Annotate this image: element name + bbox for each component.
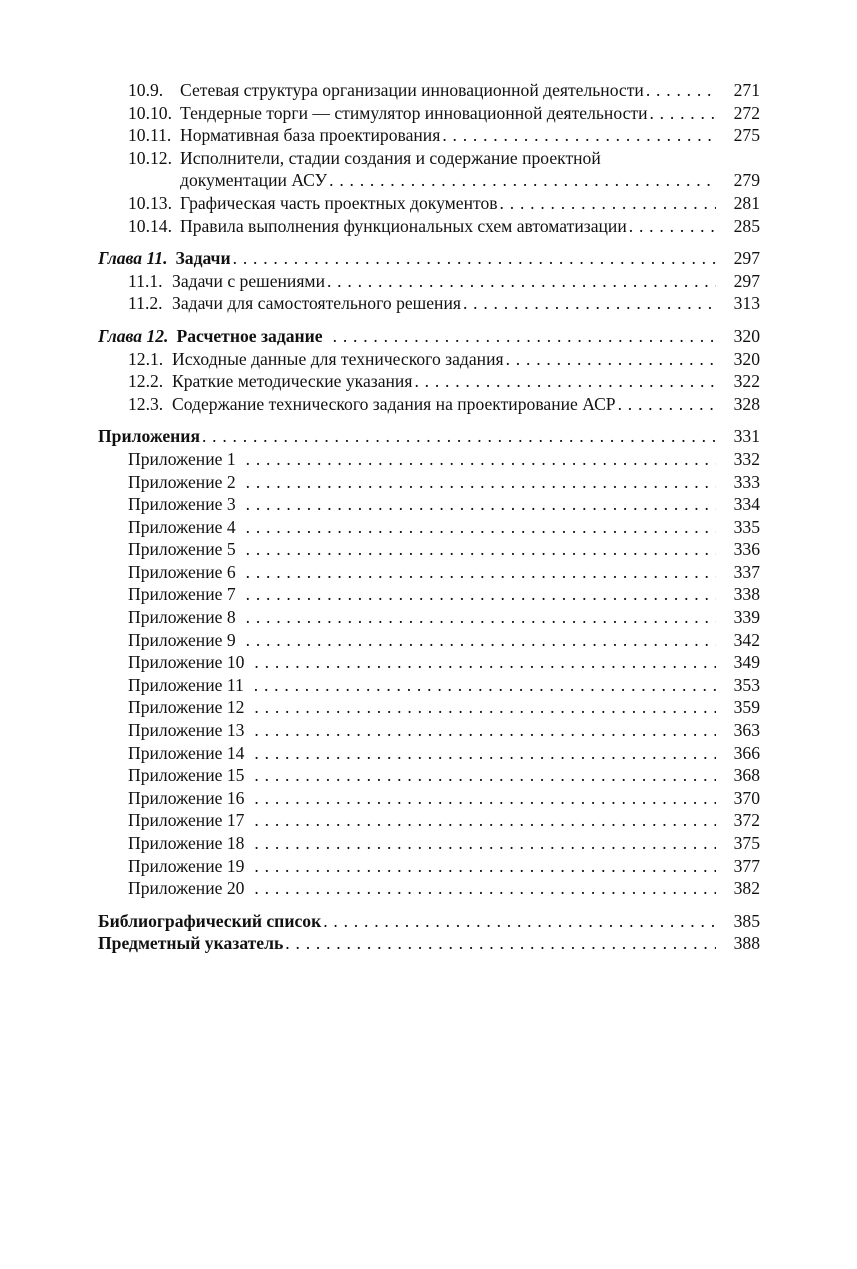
entry-page: 342 bbox=[733, 629, 760, 650]
toc-entry[interactable] bbox=[98, 124, 760, 147]
entry-page: 320 bbox=[733, 325, 760, 346]
spacer bbox=[98, 415, 760, 425]
entry-number: 10.12. bbox=[128, 147, 172, 168]
entry-page: 363 bbox=[733, 720, 760, 741]
appendix-item[interactable] bbox=[98, 516, 760, 539]
entry-page: 366 bbox=[733, 742, 760, 763]
entry-title: Приложение 11 bbox=[128, 674, 244, 695]
entry-number: 12.2. bbox=[128, 371, 164, 392]
appendix-item[interactable] bbox=[98, 764, 760, 787]
entry-page: 375 bbox=[733, 833, 760, 853]
entry-number: 10.11. bbox=[128, 125, 172, 146]
index-title: Предметный указатель bbox=[98, 933, 284, 954]
appendix-item[interactable] bbox=[98, 651, 760, 674]
entry-page: 370 bbox=[733, 787, 760, 808]
appendix-item[interactable] bbox=[98, 832, 760, 855]
entry-number: 12.1. bbox=[128, 348, 164, 369]
entry-page: 334 bbox=[733, 494, 760, 515]
entry-title: Краткие методические указания bbox=[172, 371, 413, 392]
dot-leader bbox=[325, 270, 716, 293]
entry-title: Содержание технического задания на проектирование АСР bbox=[172, 393, 616, 414]
entry-page: 297 bbox=[733, 248, 760, 269]
dot-leader bbox=[327, 169, 716, 192]
chapter-title: Задачи bbox=[175, 248, 231, 269]
dot-leader bbox=[200, 425, 716, 448]
entry-title: Приложение 6 bbox=[128, 561, 236, 582]
dot-leader bbox=[323, 325, 716, 348]
entry-page: 279 bbox=[733, 170, 760, 191]
entry-title: Приложение 20 bbox=[128, 878, 245, 899]
entry-page: 332 bbox=[733, 448, 760, 469]
entry-title: Графическая часть проектных документов bbox=[180, 192, 498, 213]
toc-entry[interactable] bbox=[98, 79, 760, 102]
entry-page: 388 bbox=[733, 933, 760, 954]
appendix-heading[interactable] bbox=[98, 425, 760, 448]
dot-leader bbox=[244, 696, 716, 719]
toc-entry[interactable] bbox=[98, 147, 760, 170]
entry-page: 328 bbox=[733, 393, 760, 414]
appendix-list bbox=[98, 448, 760, 900]
dot-leader bbox=[236, 629, 716, 652]
dot-leader bbox=[244, 877, 716, 900]
toc-entry[interactable] bbox=[98, 102, 760, 125]
entry-page: 368 bbox=[733, 765, 760, 786]
dot-leader bbox=[504, 348, 716, 371]
dot-leader bbox=[236, 606, 716, 629]
appendix-item[interactable] bbox=[98, 877, 760, 900]
entry-title: Приложение 2 bbox=[128, 471, 236, 492]
entry-title: Сетевая структура организации инновационной деятельности bbox=[180, 80, 644, 100]
dot-leader bbox=[498, 192, 716, 215]
toc-entry[interactable] bbox=[98, 192, 760, 215]
entry-title-continued: документации АСУ bbox=[180, 170, 328, 191]
entry-number: 10.14. bbox=[128, 215, 172, 236]
dot-leader bbox=[244, 855, 716, 878]
entry-number: 12.3. bbox=[128, 393, 164, 414]
toc-entry[interactable] bbox=[98, 370, 760, 393]
entry-page: 339 bbox=[733, 607, 760, 628]
entry-page: 285 bbox=[733, 215, 760, 236]
entry-title: Тендерные торги — стимулятор инновационной деятельности bbox=[180, 102, 648, 123]
toc-entry-continuation[interactable] bbox=[98, 169, 760, 192]
dot-leader bbox=[236, 538, 716, 561]
entry-title: Приложение 14 bbox=[128, 742, 245, 763]
dot-leader bbox=[236, 471, 716, 494]
appendix-item[interactable] bbox=[98, 742, 760, 765]
dot-leader bbox=[244, 742, 716, 765]
entry-page: 322 bbox=[733, 371, 760, 392]
dot-leader bbox=[283, 932, 716, 955]
appendix-item[interactable] bbox=[98, 538, 760, 561]
dot-leader bbox=[236, 561, 716, 584]
entry-title: Приложение 15 bbox=[128, 765, 245, 786]
dot-leader bbox=[616, 393, 716, 416]
chapter-heading[interactable] bbox=[98, 247, 760, 270]
bibliography-entry[interactable] bbox=[98, 910, 760, 933]
entry-title: Приложение 9 bbox=[128, 629, 236, 650]
entry-number: 10.13. bbox=[128, 192, 172, 213]
appendix-item[interactable] bbox=[98, 696, 760, 719]
dot-leader bbox=[244, 674, 716, 697]
appendix-item[interactable] bbox=[98, 448, 760, 471]
appendix-item[interactable] bbox=[98, 855, 760, 878]
entry-title: Нормативная база проектирования bbox=[180, 125, 441, 146]
appendix-item[interactable] bbox=[98, 493, 760, 516]
entry-title: Приложение 12 bbox=[128, 697, 245, 718]
dot-leader bbox=[440, 124, 716, 147]
dot-leader bbox=[244, 832, 716, 855]
appendix-item[interactable] bbox=[98, 674, 760, 697]
appendices bbox=[98, 425, 760, 899]
dot-leader bbox=[236, 516, 716, 539]
entry-title: Приложение 19 bbox=[128, 855, 245, 876]
dot-leader bbox=[321, 910, 716, 933]
entry-page: 372 bbox=[733, 810, 760, 831]
spacer bbox=[98, 900, 760, 910]
entry-title: Приложение 8 bbox=[128, 607, 236, 628]
entry-page: 271 bbox=[733, 80, 760, 100]
entry-page: 353 bbox=[733, 674, 760, 695]
entry-page: 275 bbox=[733, 125, 760, 146]
entry-page: 336 bbox=[733, 539, 760, 560]
dot-leader bbox=[244, 809, 716, 832]
entry-title: Приложение 10 bbox=[128, 652, 245, 673]
entry-page: 297 bbox=[733, 270, 760, 291]
toc-entry[interactable] bbox=[98, 270, 760, 293]
table-of-contents bbox=[98, 79, 760, 955]
entry-title: Приложение 1 bbox=[128, 448, 236, 469]
appendix-item[interactable] bbox=[98, 719, 760, 742]
entry-page: 382 bbox=[733, 878, 760, 899]
entry-title: Задачи для самостоятельного решения bbox=[172, 293, 461, 314]
entry-page: 281 bbox=[733, 192, 760, 213]
entry-page: 272 bbox=[733, 102, 760, 123]
entry-page: 349 bbox=[733, 652, 760, 673]
index-entry[interactable] bbox=[98, 932, 760, 955]
appendix-item[interactable] bbox=[98, 471, 760, 494]
entry-title: Приложение 7 bbox=[128, 584, 236, 605]
entry-number: 10.9. bbox=[128, 80, 164, 100]
entry-title: Приложение 3 bbox=[128, 494, 236, 515]
entry-title: Правила выполнения функциональных схем автоматизации bbox=[180, 215, 627, 236]
entry-title: Приложение 17 bbox=[128, 810, 245, 831]
entry-title: Приложение 18 bbox=[128, 833, 245, 853]
toc-entry[interactable] bbox=[98, 348, 760, 371]
bibliography-title: Библиографический список bbox=[98, 910, 322, 931]
entry-title: Приложение 4 bbox=[128, 516, 236, 537]
chapter-12 bbox=[98, 325, 760, 415]
appendix-title: Приложения bbox=[98, 426, 200, 447]
entry-title: Исходные данные для технического задания bbox=[172, 348, 504, 369]
dot-leader bbox=[644, 79, 716, 102]
appendix-item[interactable] bbox=[98, 809, 760, 832]
dot-leader bbox=[647, 102, 716, 125]
entry-title: Приложение 13 bbox=[128, 720, 245, 741]
dot-leader bbox=[236, 448, 716, 471]
entry-page: 385 bbox=[733, 910, 760, 931]
dot-leader bbox=[236, 583, 716, 606]
appendix-item[interactable] bbox=[98, 561, 760, 584]
spacer bbox=[98, 315, 760, 325]
dot-leader bbox=[461, 292, 716, 315]
dot-leader bbox=[412, 370, 716, 393]
entry-page: 337 bbox=[733, 561, 760, 582]
section-10-list bbox=[98, 79, 760, 237]
entry-number: 11.2. bbox=[128, 293, 163, 314]
toc-entry[interactable] bbox=[98, 393, 760, 416]
chapter-number: Глава 12. bbox=[98, 325, 169, 346]
entry-page: 377 bbox=[733, 855, 760, 876]
entry-title: Исполнители, стадии создания и содержание проектной bbox=[180, 147, 601, 168]
entry-page: 313 bbox=[733, 293, 760, 314]
entry-page: 331 bbox=[733, 426, 760, 447]
spacer bbox=[98, 237, 760, 247]
entry-title: Приложение 5 bbox=[128, 539, 236, 560]
appendix-item[interactable] bbox=[98, 606, 760, 629]
chapter-number: Глава 11. bbox=[98, 248, 168, 269]
entry-page: 335 bbox=[733, 516, 760, 537]
chapter-heading[interactable] bbox=[98, 325, 760, 348]
dot-leader bbox=[244, 787, 716, 810]
entry-title: Приложение 16 bbox=[128, 787, 245, 808]
entry-number: 11.1. bbox=[128, 270, 163, 291]
entry-page: 338 bbox=[733, 584, 760, 605]
appendix-item[interactable] bbox=[98, 583, 760, 606]
entry-page: 359 bbox=[733, 697, 760, 718]
dot-leader bbox=[236, 493, 716, 516]
appendix-item[interactable] bbox=[98, 787, 760, 810]
entry-page: 333 bbox=[733, 471, 760, 492]
entry-title: Задачи с решениями bbox=[172, 270, 325, 291]
chapter-title: Расчетное задание bbox=[176, 325, 323, 346]
dot-leader bbox=[244, 719, 716, 742]
toc-entry[interactable] bbox=[98, 215, 760, 238]
dot-leader bbox=[627, 215, 716, 238]
dot-leader bbox=[244, 764, 716, 787]
dot-leader bbox=[244, 651, 716, 674]
toc-entry[interactable] bbox=[98, 292, 760, 315]
appendix-item[interactable] bbox=[98, 629, 760, 652]
entry-page: 320 bbox=[733, 348, 760, 369]
dot-leader bbox=[231, 247, 716, 270]
entry-number: 10.10. bbox=[128, 102, 172, 123]
chapter-11 bbox=[98, 247, 760, 315]
